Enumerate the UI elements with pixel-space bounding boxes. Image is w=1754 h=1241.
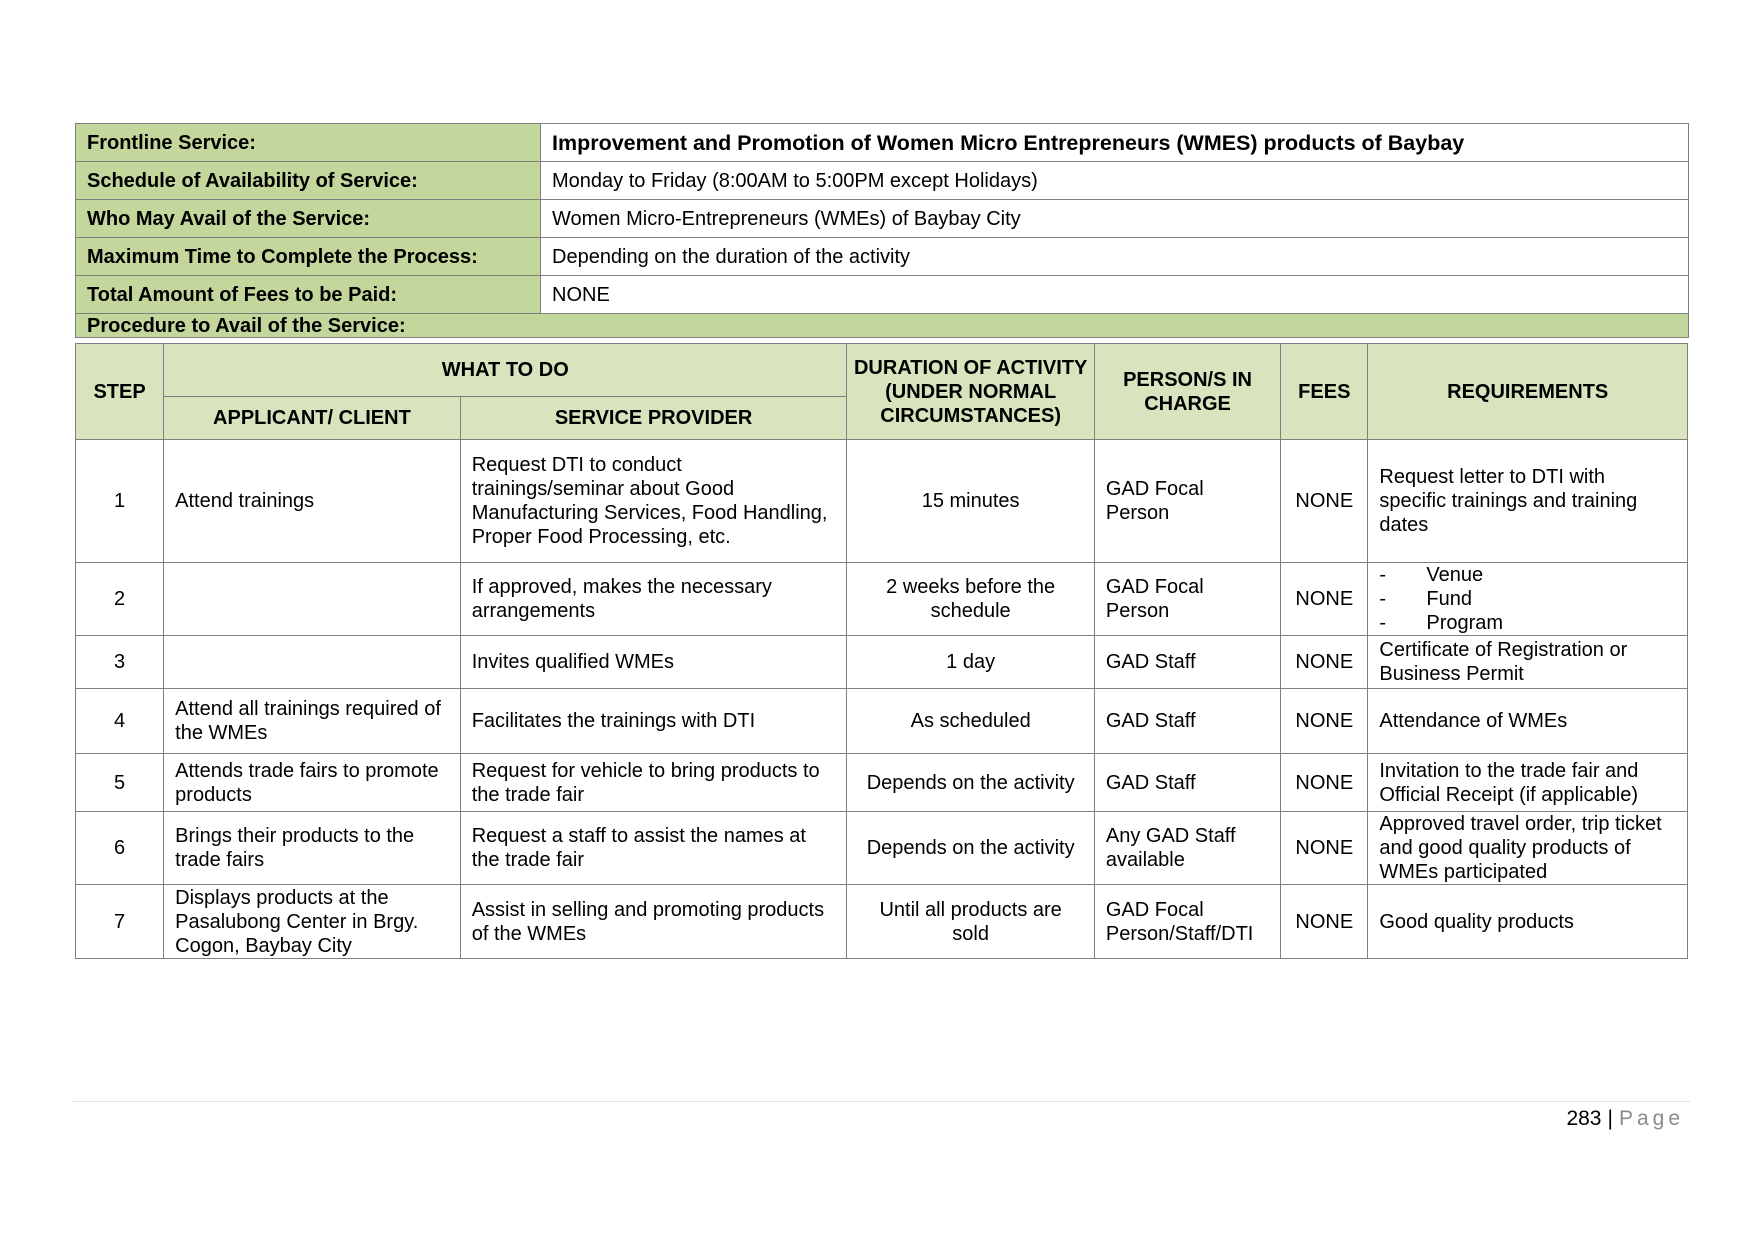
- provider-action: Request for vehicle to bring products to the trade fair: [460, 754, 847, 812]
- person-in-charge: GAD Staff: [1094, 636, 1280, 689]
- applicant-action: Attend trainings: [164, 440, 461, 563]
- duration: As scheduled: [847, 689, 1094, 754]
- header-row-1: [76, 344, 1688, 397]
- list-item: - Fund: [1379, 588, 1472, 610]
- info-value: NONE: [541, 276, 1689, 314]
- requirement-item: Fund: [1426, 588, 1472, 610]
- person-in-charge: GAD Focal Person: [1094, 440, 1280, 563]
- info-row-who-may-avail: [76, 200, 1689, 238]
- provider-action: Facilitates the trainings with DTI: [460, 689, 847, 754]
- info-value: Monday to Friday (8:00AM to 5:00PM except Holidays): [541, 162, 1689, 200]
- requirements: Attendance of WMEs: [1368, 689, 1688, 754]
- provider-action: Request DTI to conduct trainings/seminar about Good Manufacturing Services, Food Handling, Proper Food Processing, etc.: [460, 440, 847, 563]
- step-number: 6: [76, 812, 164, 885]
- person-in-charge: GAD Staff: [1094, 754, 1280, 812]
- table-row: [76, 636, 1688, 689]
- step-number: 5: [76, 754, 164, 812]
- info-row-total-fees: [76, 276, 1689, 314]
- applicant-action: Attends trade fairs to promote products: [164, 754, 461, 812]
- requirement-item: Venue: [1426, 564, 1484, 586]
- footer-divider: [72, 1101, 1690, 1102]
- table-row: [76, 812, 1688, 885]
- step-number: 7: [76, 885, 164, 959]
- info-label: Total Amount of Fees to be Paid:: [76, 276, 541, 314]
- info-label: Maximum Time to Complete the Process:: [76, 238, 541, 276]
- requirements: Approved travel order, trip ticket and good quality products of WMEs participated: [1368, 812, 1688, 885]
- header-what-to-do: WHAT TO DO: [164, 344, 847, 397]
- header-fees: FEES: [1281, 344, 1368, 440]
- procedure-label: Procedure to Avail of the Service:: [76, 314, 1689, 338]
- fees: NONE: [1281, 636, 1368, 689]
- page-footer: [1566, 1106, 1684, 1132]
- applicant-action: Attend all trainings required of the WMEs: [164, 689, 461, 754]
- requirements: Request letter to DTI with specific trainings and training dates: [1368, 440, 1688, 563]
- service-info-table: [75, 123, 1689, 338]
- duration: 2 weeks before the schedule: [847, 563, 1094, 636]
- info-label: Schedule of Availability of Service:: [76, 162, 541, 200]
- info-label: Frontline Service:: [76, 124, 541, 162]
- fees: NONE: [1281, 885, 1368, 959]
- applicant-action: [164, 636, 461, 689]
- info-value: Women Micro-Entrepreneurs (WMEs) of Baybay City: [541, 200, 1689, 238]
- fees: NONE: [1281, 812, 1368, 885]
- list-item: - Venue: [1379, 564, 1484, 586]
- step-number: 1: [76, 440, 164, 563]
- provider-action: If approved, makes the necessary arrangements: [460, 563, 847, 636]
- requirements-list: [1379, 563, 1676, 635]
- duration: Depends on the activity: [847, 754, 1094, 812]
- service-title: Improvement and Promotion of Women Micro Entrepreneurs (WMES) products of Baybay: [541, 124, 1689, 162]
- header-step: STEP: [76, 344, 164, 440]
- applicant-action: Displays products at the Pasalubong Center in Brgy. Cogon, Baybay City: [164, 885, 461, 959]
- info-row-max-time: [76, 238, 1689, 276]
- table-row: [76, 440, 1688, 563]
- info-row-frontline-service: [76, 124, 1689, 162]
- person-in-charge: GAD Focal Person/Staff/DTI: [1094, 885, 1280, 959]
- table-row: [76, 689, 1688, 754]
- table-row: [76, 563, 1688, 636]
- provider-action: Request a staff to assist the names at the trade fair: [460, 812, 847, 885]
- table-row: [76, 754, 1688, 812]
- procedure-label-row: [76, 314, 1689, 338]
- page-number: 283: [1566, 1107, 1602, 1130]
- provider-action: Invites qualified WMEs: [460, 636, 847, 689]
- person-in-charge: Any GAD Staff available: [1094, 812, 1280, 885]
- duration: 15 minutes: [847, 440, 1094, 563]
- header-applicant: APPLICANT/ CLIENT: [164, 397, 461, 440]
- info-value: Depending on the duration of the activity: [541, 238, 1689, 276]
- person-in-charge: GAD Focal Person: [1094, 563, 1280, 636]
- provider-action: Assist in selling and promoting products of the WMEs: [460, 885, 847, 959]
- info-label: Who May Avail of the Service:: [76, 200, 541, 238]
- header-duration: DURATION OF ACTIVITY (UNDER NORMAL CIRCUMSTANCES): [847, 344, 1094, 440]
- duration: Depends on the activity: [847, 812, 1094, 885]
- info-row-schedule: [76, 162, 1689, 200]
- duration: 1 day: [847, 636, 1094, 689]
- table-row: [76, 885, 1688, 959]
- header-person-in-charge: PERSON/S IN CHARGE: [1094, 344, 1280, 440]
- requirements: Certificate of Registration or Business Permit: [1368, 636, 1688, 689]
- header-service-provider: SERVICE PROVIDER: [460, 397, 847, 440]
- page-separator: |: [1607, 1107, 1613, 1130]
- step-number: 3: [76, 636, 164, 689]
- fees: NONE: [1281, 689, 1368, 754]
- header-requirements: REQUIREMENTS: [1368, 344, 1688, 440]
- applicant-action: [164, 563, 461, 636]
- step-number: 4: [76, 689, 164, 754]
- requirements: [1368, 563, 1688, 636]
- person-in-charge: GAD Staff: [1094, 689, 1280, 754]
- applicant-action: Brings their products to the trade fairs: [164, 812, 461, 885]
- fees: NONE: [1281, 440, 1368, 563]
- requirements: Invitation to the trade fair and Official Receipt (if applicable): [1368, 754, 1688, 812]
- requirement-item: Program: [1426, 612, 1504, 634]
- list-item: - Program: [1379, 612, 1504, 634]
- fees: NONE: [1281, 563, 1368, 636]
- page-label: Page: [1618, 1107, 1684, 1130]
- requirements: Good quality products: [1368, 885, 1688, 959]
- fees: NONE: [1281, 754, 1368, 812]
- step-number: 2: [76, 563, 164, 636]
- duration: Until all products are sold: [847, 885, 1094, 959]
- procedure-table: [75, 343, 1688, 959]
